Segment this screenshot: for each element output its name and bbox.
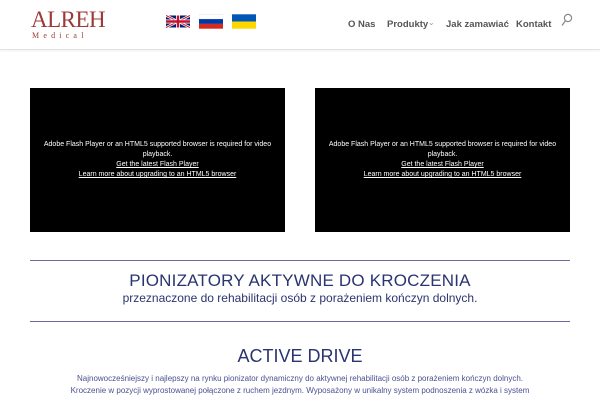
russia-flag-icon[interactable] xyxy=(199,14,223,29)
section-divider xyxy=(30,321,570,322)
product-description xyxy=(30,373,570,397)
get-flash-player-link[interactable]: Get the latest Flash Player xyxy=(401,161,484,168)
html5-browser-link[interactable]: Learn more about upgrading to an HTML5 browser xyxy=(363,171,522,178)
product-description-line: Najnowocześniejszy i najlepszy na rynku pionizator dynamiczny do aktywnej rehabilitacji osób z porażeniem kończyn dolnych. xyxy=(77,374,523,383)
search-icon[interactable] xyxy=(561,13,573,27)
nav-item-produkty[interactable]: Produkty xyxy=(387,19,429,30)
nav-item-o-nas[interactable]: O Nas xyxy=(348,19,376,30)
video-player[interactable] xyxy=(315,88,570,232)
get-flash-player-link[interactable]: Get the latest Flash Player xyxy=(116,161,199,168)
chevron-down-icon[interactable]: ⌄ xyxy=(428,18,435,27)
uk-flag-icon[interactable] xyxy=(166,14,190,29)
site-header xyxy=(0,0,600,50)
alreh-medical-logo[interactable] xyxy=(31,8,109,40)
nav-item-kontakt[interactable]: Kontakt xyxy=(516,19,552,30)
logo-tagline: Medical xyxy=(32,31,88,40)
section-divider xyxy=(30,260,570,261)
product-description-line: Kroczenie w pozycji wyprostowanej połączone z ruchem jezdnym. Wyposażony w unikalny system podnoszenia z wózka i system xyxy=(70,386,530,395)
ukraine-flag-icon[interactable] xyxy=(232,14,256,29)
logo-wordmark: ALREH xyxy=(31,7,106,32)
product-title: ACTIVE DRIVE xyxy=(237,346,363,366)
video-fallback-message: Adobe Flash Player or an HTML5 supported browser is required for video playback. xyxy=(328,141,557,158)
nav-item-jak-zamawiac[interactable]: Jak zamawiać xyxy=(446,19,509,30)
video-fallback xyxy=(323,140,562,180)
section-subtitle: przeznaczone do rehabilitacji osób z porażeniem kończyn dolnych. xyxy=(122,291,478,305)
video-fallback xyxy=(38,140,277,180)
section-title: PIONIZATORY AKTYWNE DO KROCZENIA xyxy=(129,271,471,290)
video-player[interactable] xyxy=(30,88,285,232)
video-fallback-message: Adobe Flash Player or an HTML5 supported browser is required for video playback. xyxy=(43,141,272,158)
html5-browser-link[interactable]: Learn more about upgrading to an HTML5 browser xyxy=(78,171,237,178)
